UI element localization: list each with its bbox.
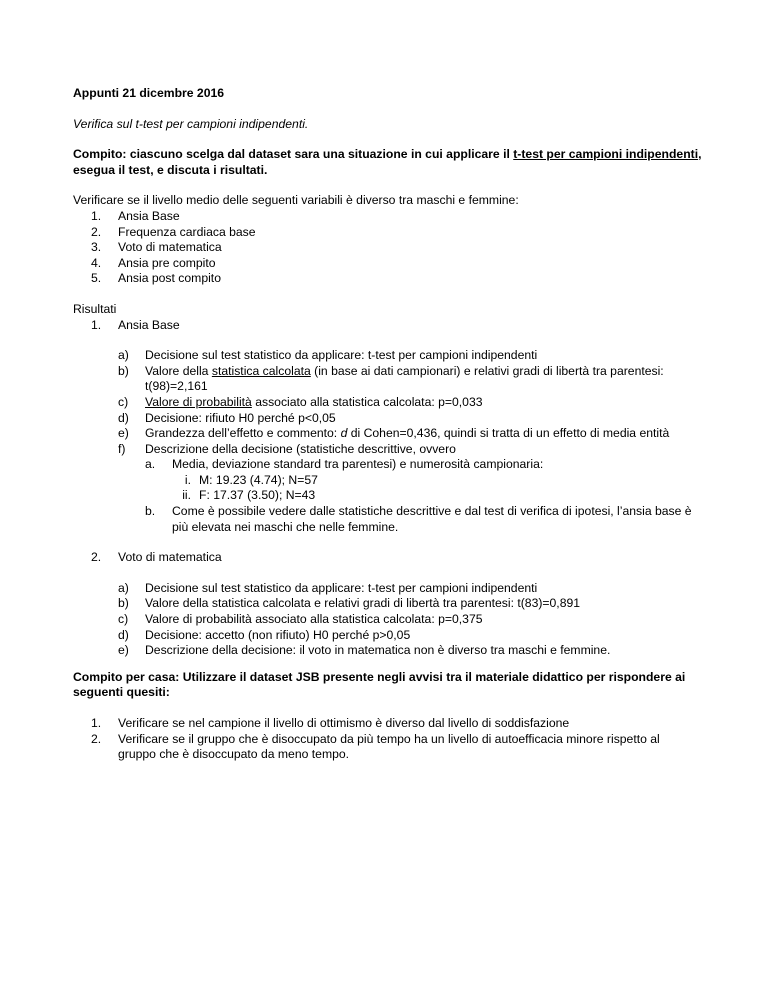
list-text: F: 17.37 (3.50); N=43 bbox=[199, 488, 316, 503]
list-marker: a. bbox=[145, 457, 156, 472]
list-number: 1. bbox=[91, 317, 102, 332]
list-text: Voto di matematica bbox=[118, 240, 222, 255]
homework-list bbox=[73, 716, 703, 763]
list-item bbox=[73, 612, 703, 628]
section-title: Ansia Base bbox=[118, 317, 180, 332]
list-marker: e) bbox=[118, 643, 129, 658]
list-item bbox=[73, 581, 703, 597]
document-subtitle: Verifica sul t-test per campioni indipendenti. bbox=[73, 116, 309, 131]
results-label: Risultati bbox=[73, 301, 117, 316]
list-item bbox=[73, 442, 703, 458]
list-marker: a) bbox=[118, 580, 129, 595]
list-marker: b) bbox=[118, 596, 129, 611]
list-text: Decisione: accetto (non rifiuto) H0 perché p>0,05 bbox=[145, 627, 411, 642]
section-title: Voto di matematica bbox=[118, 550, 222, 565]
list-marker: d) bbox=[118, 410, 129, 425]
section-heading bbox=[73, 550, 703, 566]
list-item bbox=[73, 716, 703, 732]
list-text: Media, deviazione standard tra parentesi) e numerosità campionaria: bbox=[172, 457, 544, 472]
section-heading bbox=[73, 318, 703, 334]
underlined-term: statistica calcolata bbox=[211, 363, 311, 378]
list-marker: ii. bbox=[182, 488, 191, 503]
italic-term: d bbox=[340, 426, 348, 441]
list-marker: e) bbox=[118, 426, 129, 441]
list-text: Ansia post compito bbox=[118, 271, 221, 286]
list-text: Verificare se il gruppo che è disoccupato da più tempo ha un livello di autoefficacia minore rispetto al gruppo che è disoccupato da meno tempo. bbox=[118, 731, 660, 762]
variables-list bbox=[73, 209, 703, 287]
list-text: Come è possibile vedere dalle statistiche descrittive e dal test di verifica di ipotesi, l’ansia base è più elevata nei maschi che nelle femmine. bbox=[172, 504, 692, 534]
list-number: 1. bbox=[91, 716, 102, 730]
section2-list bbox=[73, 581, 703, 659]
list-item bbox=[73, 348, 703, 364]
homework-title: Compito per casa: Utilizzare il dataset JSB presente negli avvisi tra il materiale didattico per rispondere ai seguenti quesiti: bbox=[73, 669, 686, 700]
list-number: 5. bbox=[91, 271, 102, 286]
list-item bbox=[73, 473, 703, 489]
task-underlined-term: t-test per campioni indipendenti bbox=[513, 147, 699, 162]
list-text bbox=[145, 426, 703, 442]
list-marker: c) bbox=[118, 612, 129, 627]
list-marker: c) bbox=[118, 394, 129, 409]
list-number: 2. bbox=[91, 224, 102, 239]
list-marker: d) bbox=[118, 627, 129, 642]
list-text: Descrizione della decisione: il voto in matematica non è diverso tra maschi e femmine. bbox=[145, 643, 611, 658]
list-item bbox=[73, 596, 703, 612]
task-paragraph bbox=[73, 147, 703, 178]
list-item bbox=[73, 271, 703, 287]
list-number: 4. bbox=[91, 255, 102, 270]
list-text: Decisione: rifiuto H0 perché p<0,05 bbox=[145, 410, 336, 425]
list-text: Frequenza cardiaca base bbox=[118, 224, 256, 239]
list-item bbox=[73, 732, 703, 763]
list-item bbox=[73, 395, 703, 411]
list-number: 1. bbox=[91, 208, 102, 223]
list-item bbox=[73, 457, 703, 473]
list-number: 2. bbox=[91, 550, 102, 565]
list-marker: a) bbox=[118, 348, 129, 363]
list-marker: b. bbox=[145, 504, 156, 519]
list-marker: b) bbox=[118, 363, 129, 378]
list-text: Verificare se nel campione il livello di ottimismo è diverso dal livello di soddisfazione bbox=[118, 716, 570, 730]
list-text: M: 19.23 (4.74); N=57 bbox=[199, 472, 318, 487]
list-text bbox=[145, 364, 703, 395]
task-text-2: , esegua il test, e discuta i risultati. bbox=[73, 147, 702, 177]
list-item bbox=[73, 364, 703, 395]
list-item bbox=[73, 628, 703, 644]
list-item bbox=[73, 426, 703, 442]
list-text: Ansia pre compito bbox=[118, 255, 216, 270]
text-run: Grandezza dell’effetto e commento: bbox=[145, 426, 341, 441]
text-run: (in base ai dati campionari) e relativi gradi di libertà tra parentesi: t(98)=2,161 bbox=[145, 363, 664, 394]
list-item bbox=[73, 504, 703, 535]
task-text-1: Compito: ciascuno scelga dal dataset sara una situazione in cui applicare il bbox=[73, 147, 514, 162]
list-text: Valore della statistica calcolata e relativi gradi di libertà tra parentesi: t(83)=0,891 bbox=[145, 596, 581, 611]
list-item bbox=[73, 411, 703, 427]
text-run: Valore della bbox=[145, 363, 212, 378]
list-text bbox=[145, 395, 703, 411]
list-item bbox=[73, 488, 703, 504]
list-marker: i. bbox=[184, 472, 191, 487]
intro-text: Verificare se il livello medio delle seguenti variabili è diverso tra maschi e femmine: bbox=[73, 193, 519, 208]
list-number: 3. bbox=[91, 240, 102, 255]
list-item bbox=[73, 240, 703, 256]
list-text: Ansia Base bbox=[118, 208, 180, 223]
document-page bbox=[73, 86, 703, 763]
list-item bbox=[73, 256, 703, 272]
section1-list bbox=[73, 348, 703, 535]
list-item bbox=[73, 225, 703, 241]
list-item bbox=[73, 643, 703, 659]
list-number: 2. bbox=[91, 731, 102, 746]
underlined-term: Valore di probabilità bbox=[145, 394, 252, 409]
document-title: Appunti 21 dicembre 2016 bbox=[73, 86, 225, 100]
list-text: Decisione sul test statistico da applicare: t-test per campioni indipendenti bbox=[145, 580, 538, 595]
text-run: di Cohen=0,436, quindi si tratta di un effetto di media entità bbox=[347, 426, 670, 441]
list-marker: f) bbox=[118, 441, 126, 456]
list-item bbox=[73, 209, 703, 225]
list-text: Valore di probabilità associato alla statistica calcolata: p=0,375 bbox=[145, 612, 483, 627]
list-text: Decisione sul test statistico da applicare: t-test per campioni indipendenti bbox=[145, 348, 538, 363]
text-run: associato alla statistica calcolata: p=0,033 bbox=[251, 394, 483, 409]
list-text: Descrizione della decisione (statistiche descrittive, ovvero bbox=[145, 441, 456, 456]
